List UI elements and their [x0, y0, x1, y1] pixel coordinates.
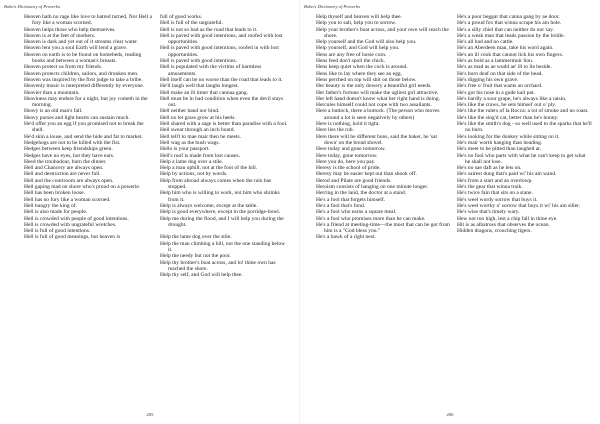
proverb-entry: Hens perched on top will shit on those below. — [316, 76, 417, 83]
proverb-entry: full of good works. — [160, 14, 203, 20]
proverb-entry: He's weel wordy sorrow that buys it. — [457, 196, 538, 203]
proverb-entry: Hell swear through an inch board. — [160, 127, 235, 134]
proverb-entry: He's sairest dung that's paid wi' his ain wand. — [457, 171, 557, 178]
proverb-entry: He's hardly a sour grape, he's always like a raisin. — [457, 95, 567, 102]
proverb-entry: Hens like to lay where they see an egg. — [316, 70, 402, 77]
proverb-entry: Hell make an ill timer that cannaa gang. — [160, 89, 248, 96]
proverb-entry: Hell is crowded with ungrateful wretches. — [24, 221, 117, 228]
proverb-entry: He's no fool who parts with what he can't keep to get what he shall not lose. — [457, 152, 586, 165]
proverb-entry: He's like the rulers of la Rocca: a lot of smoke and no roast. — [457, 108, 589, 115]
proverb-entry: Hello is your passport. — [160, 146, 210, 153]
proverb-entry: Hell and destruction are never full. — [24, 171, 101, 178]
proverb-entry: Here today and gone tomorrow. — [316, 146, 386, 153]
proverb-entry: Hell is paved with good intentions, roofed in with lost opportunities. — [160, 45, 279, 58]
left-page-column-1 — [24, 14, 154, 278]
proverb-entry: He's weel worthy o' sorrow that buys it wi' his ain siller. — [457, 202, 581, 209]
proverb-entry: Hell is not so bad as the road that leads to it. — [160, 26, 258, 33]
proverb-entry: Hens keep quiet when the cock is around. — [316, 64, 408, 71]
proverb-entry: Help thyself and heaven will help thee. — [316, 14, 402, 20]
proverb-entry: Hens are any free of horse corn. — [316, 51, 387, 58]
proverb-entry: He's meet to be pitted than laughed at. — [457, 146, 542, 153]
proverb-entry: Her father's fortune will make the ugliest girl attractive. — [316, 89, 439, 96]
proverb-entry: He's a weak man that leads passion by the bridle. — [457, 32, 565, 39]
proverb-entry: Help the lame dog over the stile. — [160, 234, 232, 241]
proverb-entry: Hell gaping mad on shore who's proud on a powerie. — [24, 184, 141, 191]
proverb-entry: He's from a start and an overlowp. — [457, 177, 533, 184]
proverb-entry: Hell has no fury like a woman scorned. — [24, 196, 111, 203]
proverb-entry: Hell no let grass grow at his heels. — [160, 114, 236, 121]
proverb-entry: He's a fool who earns a square meal. — [316, 209, 397, 216]
proverb-entry: Herring in the land, the doctor at a stand. — [316, 190, 407, 197]
left-page-column-2 — [160, 14, 290, 278]
proverb-entry: Hedgehogs are not to be killed with the fist. — [24, 139, 121, 146]
proverb-entry: He's an ill cook that cannot lick his own fingers. — [457, 51, 564, 58]
proverb-list — [316, 14, 451, 241]
proverb-entry: Hell tell't to mae mair then he meets. — [160, 133, 242, 140]
proverb-list — [24, 14, 154, 241]
proverb-entry: Help him who is willing to work, not him who shrinks from it. — [160, 190, 280, 203]
proverb-entry: Heavier than a mountain. — [24, 89, 80, 96]
proverb-entry: He's born deaf on that side of the head. — [457, 70, 543, 77]
right-page-columns — [316, 14, 592, 241]
proverb-entry: Hell is crowded with people of good intentions. — [24, 215, 129, 222]
running-head: Bohn's Dictionary of Proverbs — [304, 4, 361, 9]
proverb-entry: He's an Aberdeen man, take his word again. — [457, 45, 554, 52]
proverb-entry: He'd skin a louse, and send the hide and fat to market. — [24, 133, 143, 140]
proverb-entry: Heaven on earth is to be found on homebeds, reading books and between a woman's breasts. — [24, 51, 142, 65]
proverb-entry: Hell itself can be no worse than the road that leads to it. — [160, 76, 283, 83]
proverb-entry: He's twice fain that sits on a stane. — [457, 190, 533, 197]
left-page-columns — [24, 14, 290, 278]
proverb-entry: He's like the smith's dog - so well used to the sparks that he'll no burn. — [457, 121, 592, 134]
proverb-entry: Help thy brother's boat across, and lo! thine own has reached the shore. — [160, 259, 276, 272]
right-page-column-2 — [457, 14, 592, 241]
proverb-entry: Here lies the rub. — [316, 127, 354, 134]
proverb-entry: Here is nothing, hold it tight. — [316, 121, 380, 128]
proverb-entry: Help the man climbing a hill, not the one standing below it. — [160, 240, 286, 253]
proverb-entry: Hit is as albatross that observes the ocean. — [457, 221, 550, 228]
proverb-entry: Help is good everywhere, except in the porridge-bowl. — [160, 209, 281, 216]
proverb-entry: He's as bold as a lammermuir lion. — [457, 58, 534, 65]
proverb-entry: Hidden dragons, crouching tigers. — [457, 228, 532, 235]
proverb-entry: Help a lame dog over a stile. — [160, 158, 224, 165]
proverb-entry: He's wise that's timely wary. — [457, 209, 520, 216]
proverb-entry: Heaven protects children, sailors, and drunken men. — [24, 70, 139, 77]
proverb-entry: He's as mad as ae wudd ae' ill to lie beside. — [457, 64, 552, 71]
proverb-entry: Hell is full of the ungrateful. — [160, 20, 223, 27]
proverb-entry: Hell must be in bad condition when even the devil stays out. — [160, 95, 284, 109]
proverb-entry: Help is always welcome, except at the table. — [160, 202, 258, 209]
proverb-entry: He's got his nose in a gude kail pat. — [457, 89, 535, 96]
proverb-entry: He's all bad and no cattle. — [457, 39, 514, 46]
proverb-entry: He's free o' fruit that wants an orchard. — [457, 83, 543, 90]
proverb-entry: Hell has been broken loose. — [24, 190, 85, 197]
proverb-entry: Heaven was inspired by the first judge to take a bribe. — [24, 76, 143, 83]
right-page — [300, 0, 600, 424]
proverb-entry: Herod and Pilate are good friends. — [316, 177, 392, 184]
running-head: Bohn's Dictionary of Proverbs — [4, 4, 61, 9]
page-number: 205 — [146, 412, 154, 417]
proverb-entry: Help yourself, and God will help you. — [316, 45, 400, 52]
proverb-entry: Heed the troubadour, burn the dinner. — [24, 158, 107, 165]
proverb-entry: Heroism consists of hanging on one minute longer. — [316, 184, 429, 191]
proverb-entry: Heaven is dark and yet out of it streams clear water. — [24, 39, 139, 46]
proverb-entry: Hew not too high, lest a chip fall in thine eye. — [457, 215, 558, 222]
proverb-entry: He's a poor beggar that canna gang by ae door. — [457, 14, 560, 20]
proverb-entry: He's looking for the donkey while sitting on it. — [457, 133, 560, 140]
proverb-entry: He's digging his own grave. — [457, 76, 519, 83]
proverb-entry: Help me during the flood, and I will help you during the drought. — [160, 215, 284, 228]
proverb-entry: Here today, gone tomorrow. — [316, 152, 378, 159]
proverb-entry: Here a buttock, there a buttock. (The person who moves around a lot is seen negatively by others) — [316, 108, 440, 121]
proverb-entry: He's a friend at meeting-time—the most that can be got from him is a "God bless you." — [316, 221, 450, 235]
proverb-entry: Hell hungry the king of. — [24, 202, 78, 209]
proverb-entry: He's mair worth hanging than heading. — [457, 139, 543, 146]
proverb-entry: Help the needy but not the poor. — [160, 253, 231, 260]
proverb-entry: He's a silly chiel that can neither do nor say. — [457, 26, 554, 33]
proverb-entry: He's a fool who promises more than he can make. — [316, 215, 426, 222]
proverb-entry: Hell is paved with good intentions. — [160, 58, 237, 65]
proverb-entry: He'll laugh well that laughs longest. — [160, 83, 239, 90]
proverb-entry: He's like the sing'd cat, better than he's bonny. — [457, 114, 559, 121]
proverb-entry: Heaven helps those who help themselves. — [24, 26, 116, 33]
proverb-entry: Help by actions, not by words. — [160, 171, 228, 178]
proverb-entry: Here you do, here you pay. — [316, 158, 376, 165]
proverb-entry: Help from abroad always comes when the rain has stopped. — [160, 177, 272, 191]
proverb-entry: Hedges have no eyes, but they have ears. — [24, 152, 115, 159]
proverb-entry: Here there will be different buns, said the baker, he 'sat down' on the bread shovel. — [316, 133, 438, 146]
proverb-entry: Hell is populated with the victims of harmless amusements. — [160, 64, 262, 77]
proverb-entry: Her left hand doesn't know what her right hand is doing. — [316, 95, 440, 102]
proverb-entry: He's the gear that winna traik. — [457, 184, 523, 191]
proverb-entry: Heaven protect us from my friends. — [24, 64, 103, 71]
proverb-entry: Hell and the courtroom are always open. — [24, 177, 114, 184]
proverb-entry: Hell shared with a sage is better than paradise with a fool. — [160, 121, 288, 128]
proverb-entry: Hens feed don't spoil the chick. — [316, 58, 386, 65]
proverb-entry: He's a fool that forgets himself. — [316, 196, 386, 203]
proverb-entry: Heavy is an old man's fall. — [24, 108, 83, 115]
proverb-entry: Help a man uphill, not at the foot of the hill. — [160, 165, 258, 172]
proverb-entry: Heaven lent you a soul Earth will lend a grave. — [24, 45, 128, 52]
proverb-entry: He's like the craws, he sets himsel' out o' ply. — [457, 102, 556, 109]
proverb-list — [457, 14, 592, 234]
proverb-entry: He'd offer you an egg if you promised not to break the shell. — [24, 121, 144, 134]
proverb-entry: Heaven hath no rage like love to hatred turned, Nor Hell a fury like a woman scorned. — [24, 14, 152, 27]
proverb-entry: Help thy self, and God will help thee. — [160, 272, 243, 279]
proverb-entry: Help you to salt, help you to sorrow. — [316, 20, 397, 27]
proverb-entry: Hell and Chancery are always open. — [24, 165, 104, 172]
right-page-column-1 — [316, 14, 451, 241]
proverb-entry: He's a hawk of a right nest. — [316, 234, 376, 241]
proverb-entry: Hell's roof is made from lost causes. — [160, 152, 240, 159]
proverb-entry: Heresy may be easier kept out than shook off. — [316, 171, 417, 178]
proverb-entry: He's a fool that's fond. — [316, 202, 366, 209]
proverb-entry: Heavy purses and light hearts can sustain much. — [24, 114, 130, 121]
proverb-entry: Her beauty is the only dowery a beautiful girl needs. — [316, 83, 432, 90]
proverb-entry: Heresy is the school of pride. — [316, 165, 381, 172]
proverb-entry: Hell neither hand nor bind. — [160, 108, 220, 115]
proverb-list — [160, 14, 290, 278]
page-number: 206 — [446, 412, 454, 417]
proverb-entry: Hell is also made for people. — [24, 209, 88, 216]
proverb-entry: Help yourself and the God will also help you. — [316, 39, 417, 46]
proverb-entry: Hercules himself could not cope with two assailants. — [316, 102, 432, 109]
proverb-entry: Help your brother's boat across, and your own will reach the shore. — [316, 26, 449, 39]
proverb-entry: Hell is full of good meanings, but heaven is — [24, 234, 121, 241]
proverb-entry: He's a proud fox that winna scrape his ain hole. — [457, 20, 562, 27]
proverb-entry: Heaviness may endure for a night, but joy cometh in the morning. — [24, 95, 148, 109]
proverb-entry: Heaven is at the feet of mothers. — [24, 32, 96, 39]
proverb-entry: Hedges between keep friendships green. — [24, 146, 113, 153]
proverb-entry: Hell is full of good intentions. — [24, 228, 91, 235]
proverb-entry: Hell wag as the bush wags. — [160, 139, 220, 146]
proverb-entry: He's no sae daft as he lets on. — [457, 165, 522, 172]
proverb-entry: Hell is paved with good intentions, and roofed with lost opportunities. — [160, 32, 283, 46]
proverb-entry: Heavenly music is interpreted differently by everyone. — [24, 83, 145, 90]
